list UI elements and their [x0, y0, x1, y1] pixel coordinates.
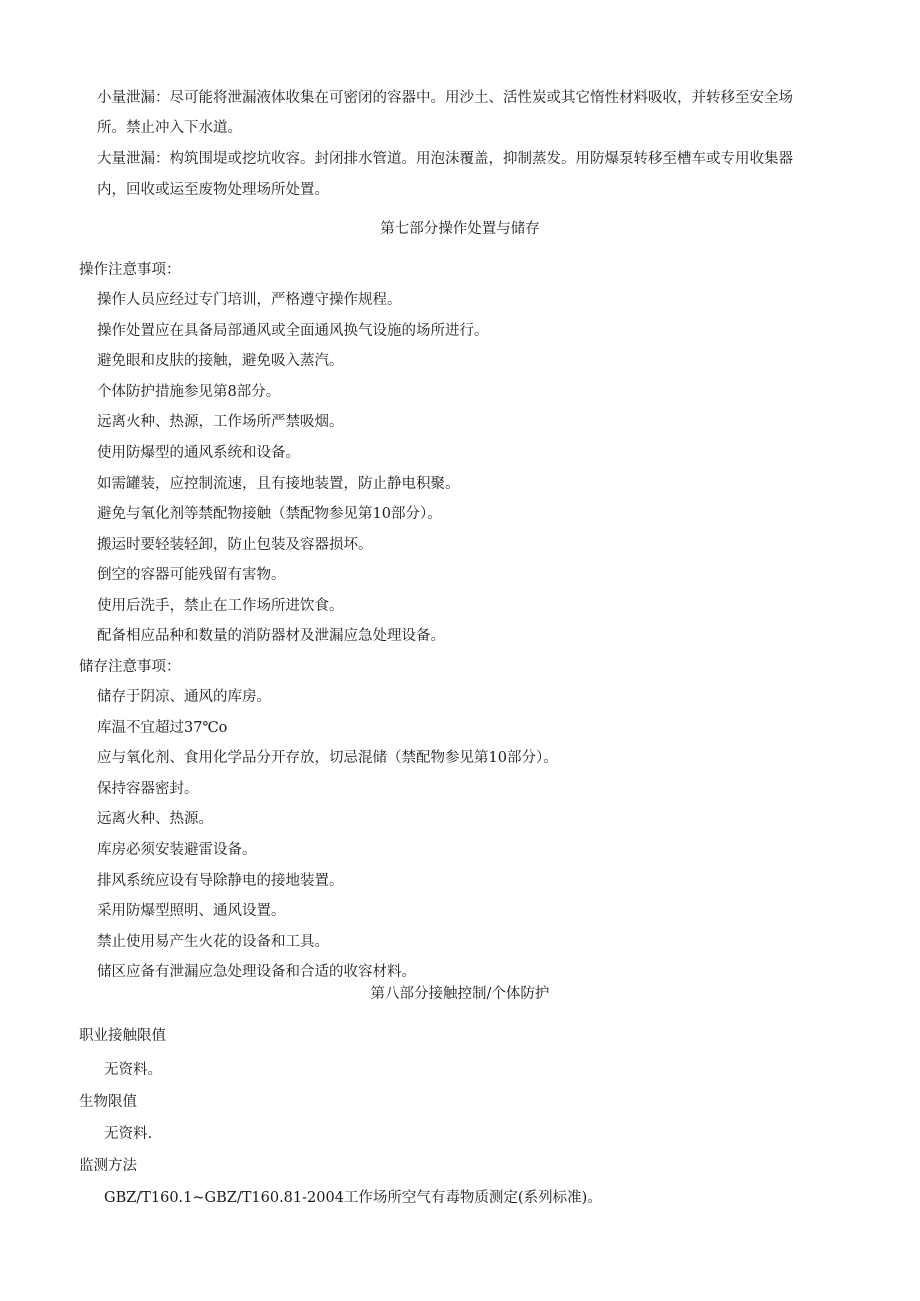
operation-item: 如需罐装，应控制流速，且有接地装置，防止静电积聚。 [97, 476, 460, 492]
operation-item: 搬运时要轻装轻卸，防止包装及容器损坏。 [97, 537, 373, 553]
storage-item: 库温不宜超过37℃o [97, 720, 228, 736]
section8-title: 第八部分接触控制/个体防护 [370, 986, 550, 1002]
storage-item: 库房必须安装避雷设备。 [97, 842, 257, 858]
operation-item: 个体防护措施参见第8部分。 [97, 384, 281, 400]
operation-item: 操作处置应在具备局部通风或全面通风换气设施的场所进行。 [97, 323, 489, 339]
operation-item: 远离火种、热源，工作场所严禁吸烟。 [97, 414, 344, 430]
storage-item: 保持容器密封。 [97, 781, 199, 797]
occupational-limit-value: 无资料。 [104, 1062, 162, 1078]
storage-heading: 储存注意事项： [79, 659, 181, 675]
storage-item: 储存于阴凉、通风的库房。 [97, 689, 271, 705]
storage-item: 排风系统应设有导除静电的接地装置。 [97, 873, 344, 889]
storage-item: 储区应备有泄漏应急处理设备和合适的收容材料。 [97, 964, 416, 980]
operation-item: 使用防爆型的通风系统和设备。 [97, 445, 300, 461]
operation-item: 避免眼和皮肤的接触，避免吸入蒸汽。 [97, 353, 344, 369]
operation-item: 避免与氧化剂等禁配物接触（禁配物参见第10部分）。 [97, 506, 442, 522]
operation-item: 倒空的容器可能残留有害物。 [97, 567, 286, 583]
biological-limit-heading: 生物限值 [79, 1094, 137, 1110]
storage-item: 应与氧化剂、食用化学品分开存放，切忌混储（禁配物参见第10部分）。 [97, 750, 558, 766]
small-spill-line-1: 小量泄漏：尽可能将泄漏液体收集在可密闭的容器中。用沙土、活性炭或其它惰性材料吸收，并转移至安全场 [97, 90, 793, 106]
storage-item: 采用防爆型照明、通风设置。 [97, 903, 286, 919]
storage-item: 禁止使用易产生火花的设备和工具。 [97, 934, 329, 950]
occupational-limit-heading: 职业接触限值 [79, 1028, 166, 1044]
small-spill-line-2: 所。禁止冲入下水道。 [97, 120, 242, 136]
large-spill-line-2: 内，回收或运至废物处理场所处置。 [97, 182, 329, 198]
operation-item: 操作人员应经过专门培训，严格遵守操作规程。 [97, 292, 402, 308]
biological-limit-value: 无资料. [104, 1126, 153, 1142]
section7-title: 第七部分操作处置与储存 [380, 221, 540, 237]
large-spill-line-1: 大量泄漏：构筑围堤或挖坑收容。封闭排水管道。用泡沫覆盖，抑制蒸发。用防爆泵转移至槽车或专用收集器 [97, 151, 793, 167]
monitoring-method-value: GBZ/T160.1~GBZ/T160.81-2004工作场所空气有毒物质测定(系列标准)。 [104, 1190, 602, 1206]
operation-item: 配备相应品种和数量的消防器材及泄漏应急处理设备。 [97, 628, 445, 644]
operation-item: 使用后洗手，禁止在工作场所进饮食。 [97, 598, 344, 614]
monitoring-method-heading: 监测方法 [79, 1158, 137, 1174]
storage-item: 远离火种、热源。 [97, 811, 213, 827]
operation-heading: 操作注意事项： [79, 262, 181, 278]
